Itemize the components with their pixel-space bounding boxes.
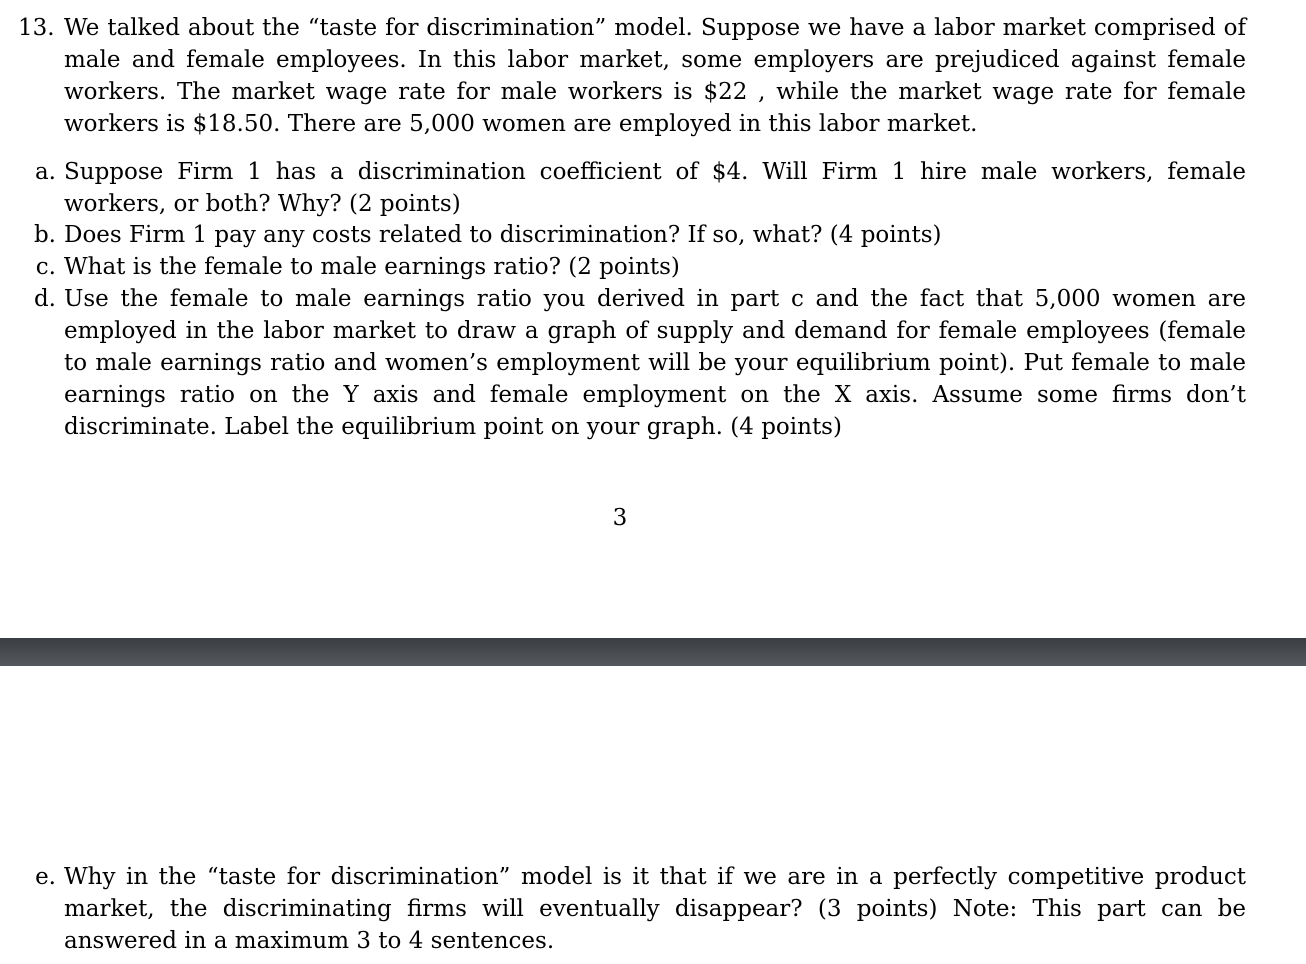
page-number: 3 xyxy=(612,505,628,531)
page-separator xyxy=(0,638,1306,666)
part-b-letter: b. xyxy=(33,222,56,248)
part-d-letter: d. xyxy=(33,286,56,312)
question-text: We talked about the “taste for discrimination” model. Suppose we have a labor market comprised of male and female employees. In this labor market, some employers are prejudiced against female workers. The market wage rate for male workers is $22 , while the market wage rate for female workers is $18.50. There are 5,000 women are employed in this labor market. xyxy=(64,15,1246,137)
part-c xyxy=(18,251,1246,283)
part-c-letter: c. xyxy=(35,254,56,280)
page-4 xyxy=(0,666,1306,964)
question-13 xyxy=(18,12,1246,140)
part-a-letter: a. xyxy=(34,159,56,185)
question-number: 13. xyxy=(18,15,55,41)
part-d-text: Use the female to male earnings ratio you derived in part c and the fact that 5,000 women are employed in the labor market to draw a graph of supply and demand for female employees (female to male earnings ratio and women’s employment will be your equilibrium point). Put female to male earnings ratio on the Y axis and female employment on the X axis. Assume some firms don’t discriminate. Label the equilibrium point on your graph. (4 points) xyxy=(64,286,1246,440)
part-b-text: Does Firm 1 pay any costs related to discrimination? If so, what? (4 points) xyxy=(64,222,942,248)
part-e-letter: e. xyxy=(35,864,56,890)
part-a xyxy=(18,156,1246,220)
part-e-text: Why in the “taste for discrimination” model is it that if we are in a perfectly competitive product market, the discriminating firms will eventually disappear? (3 points) Note: This part can be answered in a maximum 3 to 4 sentences. xyxy=(64,864,1246,954)
part-b xyxy=(18,219,1246,251)
part-e xyxy=(18,861,1246,957)
part-d xyxy=(18,283,1246,443)
part-a-text: Suppose Firm 1 has a discrimination coefficient of $4. Will Firm 1 hire male workers, female workers, or both? Why? (2 points) xyxy=(64,159,1246,217)
part-c-text: What is the female to male earnings ratio? (2 points) xyxy=(64,254,680,280)
